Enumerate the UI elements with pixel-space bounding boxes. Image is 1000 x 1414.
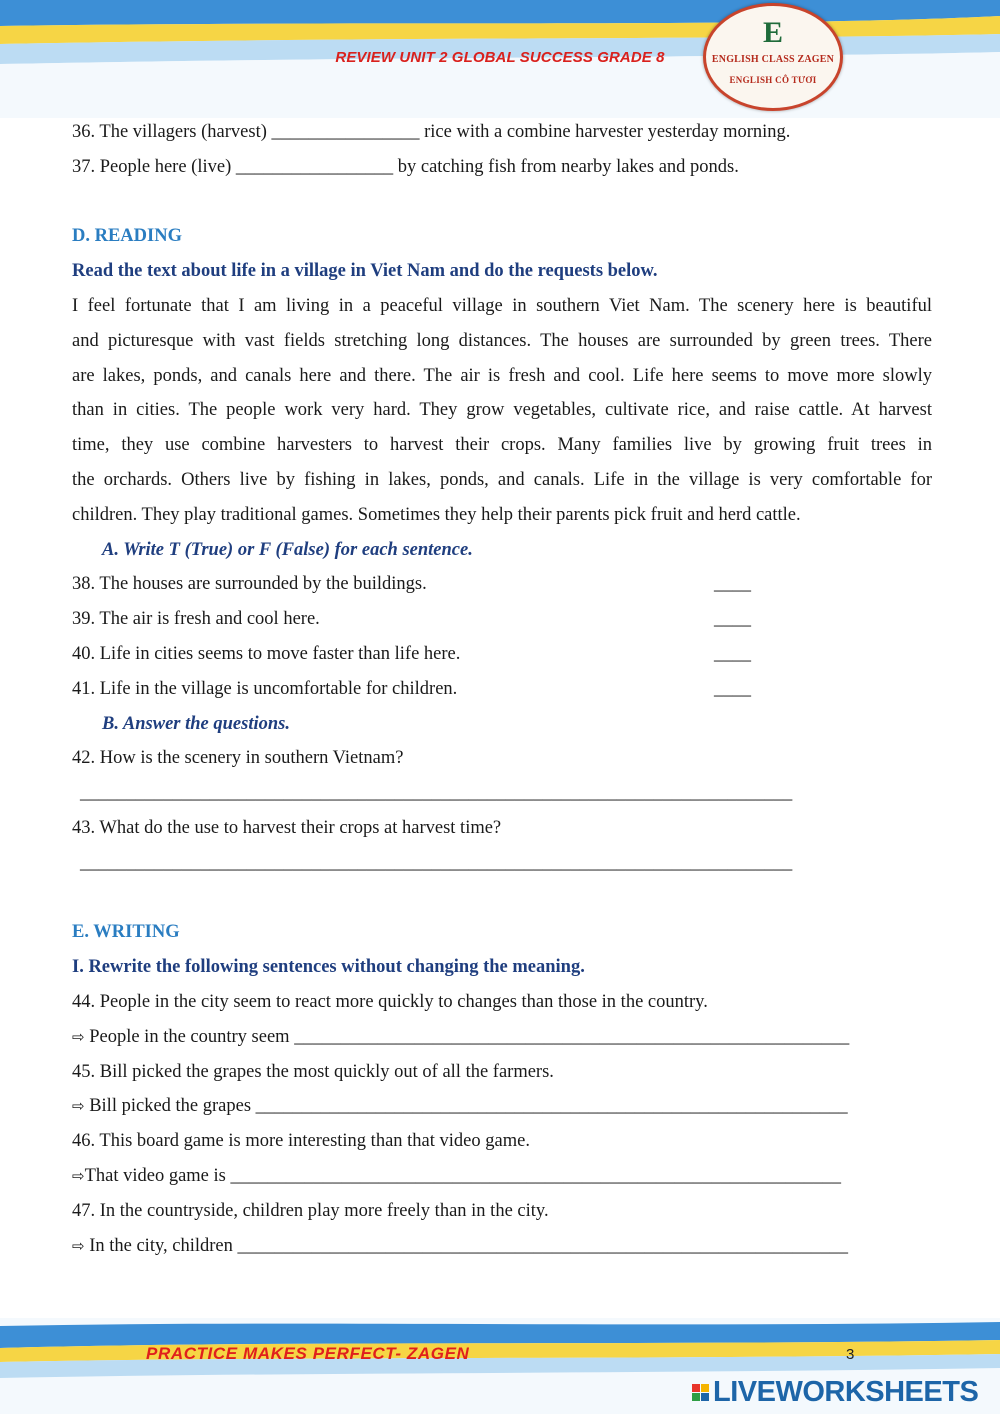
tf-question-text: 41. Life in the village is uncomfortable for children. xyxy=(72,678,458,699)
arrow-right-icon: ⇨ xyxy=(72,1027,85,1046)
worksheet-title: REVIEW UNIT 2 GLOBAL SUCCESS GRADE 8 xyxy=(335,49,665,66)
part-a-heading: A. Write T (True) or F (False) for each sentence. xyxy=(102,539,473,560)
reading-heading: D. READING xyxy=(72,226,182,247)
logo-square-blue xyxy=(701,1393,709,1401)
logo-square-yellow xyxy=(701,1384,709,1392)
reading-passage xyxy=(72,289,932,533)
rewrite-prompt: That video game is __________________________________________________________________ xyxy=(84,1165,841,1186)
question-46: 46. This board game is more interesting than that video game. xyxy=(72,1131,530,1152)
logo-teacher-name: ENGLISH CÔ TƯƠI xyxy=(729,75,817,85)
answer-line-42[interactable]: _____________________________________________________________________________ xyxy=(80,783,793,804)
logo-square-red xyxy=(692,1384,700,1392)
page-footer xyxy=(0,1318,1000,1414)
liveworksheets-logo-icon xyxy=(692,1384,709,1401)
rewrite-prompt: In the city, children __________________________________________________________________ xyxy=(84,1235,848,1256)
writing-instruction: I. Rewrite the following sentences without changing the meaning. xyxy=(72,957,585,978)
liveworksheets-wordmark: LIVEWORKSHEETS xyxy=(713,1375,979,1408)
passage-line: are lakes, ponds, and canals here and there. The air is fresh and cool. Life here seems to move more slowly xyxy=(72,365,932,386)
logo-square-green xyxy=(692,1393,700,1401)
page-header xyxy=(0,0,1000,118)
rewrite-prompt: Bill picked the grapes ________________________________________________________________ xyxy=(84,1096,848,1117)
arrow-right-icon: ⇨ xyxy=(72,1097,85,1116)
liveworksheets-brand[interactable] xyxy=(692,1376,978,1408)
rewrite-line-44[interactable] xyxy=(72,1020,932,1055)
passage-line: the orchards. Others live by fishing in lakes, ponds, and canals. Life in the village is very comfortable for xyxy=(72,469,932,490)
rewrite-line-45[interactable] xyxy=(72,1089,932,1124)
passage-line: and picturesque with vast fields stretching long distances. The houses are surrounded by green trees. There xyxy=(72,330,932,351)
rewrite-prompt: People in the country seem ____________________________________________________________ xyxy=(84,1026,850,1047)
tf-answer-blank[interactable]: ____ xyxy=(714,678,751,699)
question-42: 42. How is the scenery in southern Vietnam? xyxy=(72,748,404,769)
answer-line-43[interactable]: _____________________________________________________________________________ xyxy=(80,852,793,873)
passage-line: I feel fortunate that I am living in a peaceful village in southern Viet Nam. The scenery here is beautiful xyxy=(72,295,932,316)
arrow-right-icon: ⇨ xyxy=(72,1166,85,1185)
question-43: 43. What do the use to harvest their crops at harvest time? xyxy=(72,817,502,838)
true-false-item-41 xyxy=(72,672,932,707)
passage-line: time, they use combine harvesters to harvest their crops. Many families live by growing fruit trees in xyxy=(72,435,932,456)
tf-answer-blank[interactable]: ____ xyxy=(714,574,751,595)
tf-answer-blank[interactable]: ____ xyxy=(714,643,751,664)
logo-letter-mark: E xyxy=(762,16,783,49)
page-number: 3 xyxy=(846,1346,855,1363)
tf-question-text: 38. The houses are surrounded by the buildings. xyxy=(72,574,427,595)
passage-line: children. They play traditional games. Sometimes they help their parents pick fruit and herd cattle. xyxy=(72,504,801,525)
rewrite-line-46[interactable] xyxy=(72,1159,932,1194)
footer-slogan: PRACTICE MAKES PERFECT- ZAGEN xyxy=(146,1344,470,1363)
tf-question-text: 40. Life in cities seems to move faster than life here. xyxy=(72,643,461,664)
class-logo xyxy=(703,3,843,111)
question-45: 45. Bill picked the grapes the most quickly out of all the farmers. xyxy=(72,1061,554,1082)
true-false-item-40 xyxy=(72,637,932,672)
question-44: 44. People in the city seem to react more quickly to changes than those in the country. xyxy=(72,991,708,1012)
rewrite-line-47[interactable] xyxy=(72,1229,932,1264)
logo-class-name: ENGLISH CLASS ZAGEN xyxy=(711,54,835,65)
tf-answer-blank[interactable]: ____ xyxy=(714,609,751,630)
true-false-item-38 xyxy=(72,567,932,602)
question-36: 36. The villagers (harvest) ________________ rice with a combine harvester yesterday morning. xyxy=(72,122,791,142)
tf-question-text: 39. The air is fresh and cool here. xyxy=(72,609,320,630)
question-37: 37. People here (live) _________________ by catching fish from nearby lakes and ponds. xyxy=(72,156,739,177)
part-b-heading: B. Answer the questions. xyxy=(102,713,290,734)
writing-heading: E. WRITING xyxy=(72,922,180,943)
passage-line: than in cities. The people work very hard. They grow vegetables, cultivate rice, and raise cattle. At harvest xyxy=(72,400,932,421)
arrow-right-icon: ⇨ xyxy=(72,1236,85,1255)
worksheet-body xyxy=(72,115,932,1263)
reading-instruction: Read the text about life in a village in Viet Nam and do the requests below. xyxy=(72,261,658,282)
question-47: 47. In the countryside, children play more freely than in the city. xyxy=(72,1200,549,1221)
true-false-item-39 xyxy=(72,602,932,637)
